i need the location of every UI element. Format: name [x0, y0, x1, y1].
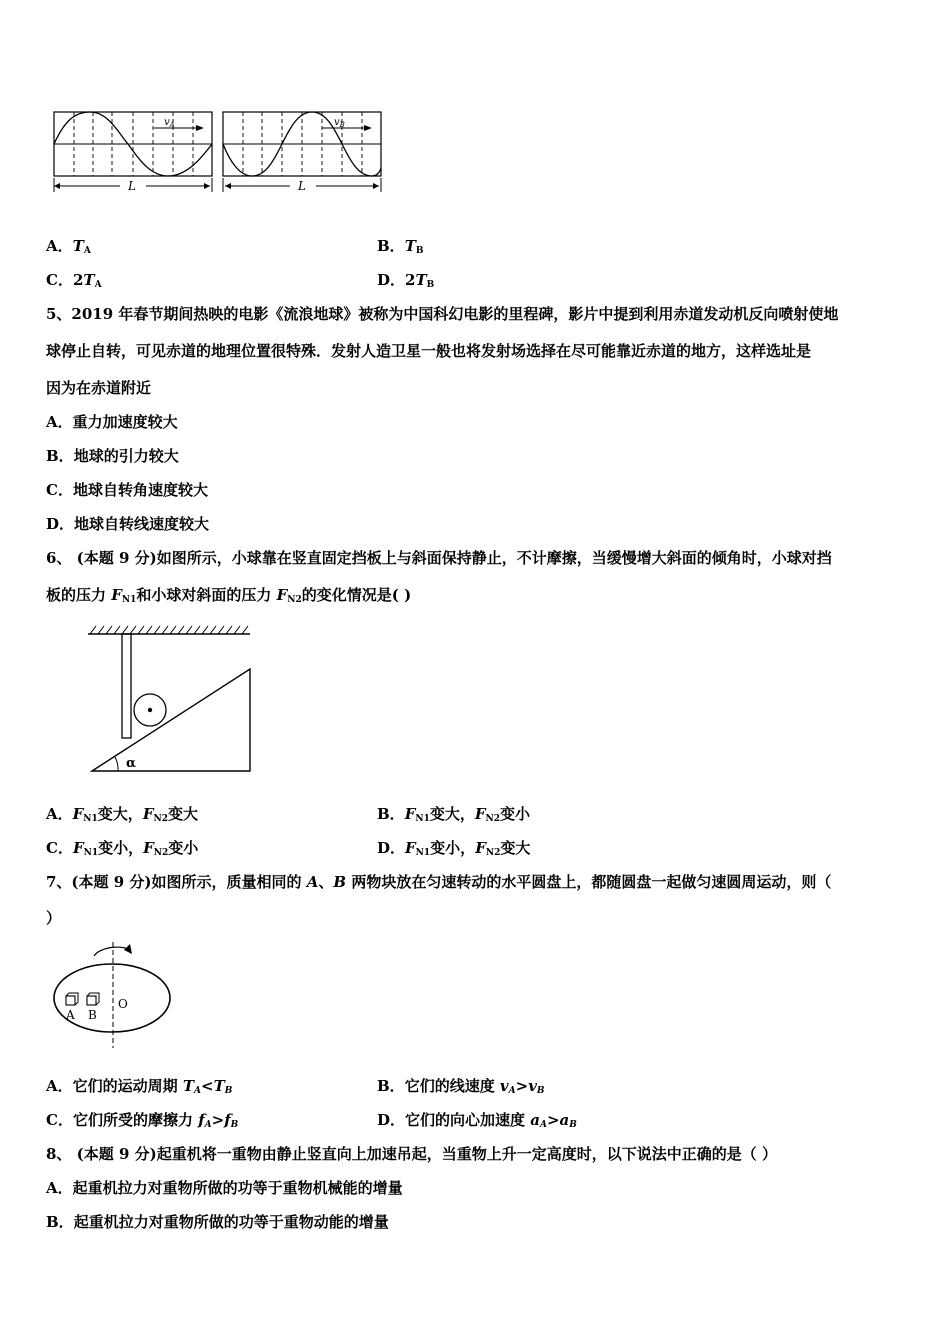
- wave-a-velocity-label: $v_A$: [164, 117, 175, 129]
- wave-figure: [50, 108, 390, 198]
- angle-alpha-label: α: [126, 756, 137, 771]
- wave-b-arrow-icon: [364, 125, 372, 131]
- wave-b-velocity-label: $v_B$: [334, 117, 345, 129]
- rotation-arrow-icon: [124, 944, 132, 954]
- q5-option-c[interactable]: C．地球自转角速度较大: [46, 481, 208, 499]
- q7-option-b[interactable]: B．它们的线速度 $v_A>v_B$: [377, 1077, 545, 1096]
- q6-option-c[interactable]: C．$F_{N1}$变小，$F_{N2}$变小: [46, 839, 199, 858]
- q6-option-a[interactable]: A．$F_{N1}$变大，$F_{N2}$变大: [46, 805, 198, 824]
- q7-stem-line-1: 7、(本题 9 分)如图所示，质量相同的 A、B 两物块放在匀速转动的水平圆盘上，都随圆盘一起做匀速圆周运动，则（: [46, 873, 832, 891]
- q7-stem-line-2: ）: [46, 909, 62, 927]
- q5-stem-line-1: 5、2019 年春节期间热映的电影《流浪地球》被称为中国科幻电影的里程碑，影片中提到利用赤道发动机反向喷射使地: [46, 305, 839, 323]
- block-a: [66, 996, 75, 1005]
- q8-option-b[interactable]: B．起重机拉力对重物所做的功等于重物动能的增量: [46, 1213, 389, 1231]
- q8-option-a[interactable]: A．起重机拉力对重物所做的功等于重物机械能的增量: [46, 1179, 403, 1197]
- q6-option-b[interactable]: B．$F_{N1}$变大，$F_{N2}$变小: [377, 805, 531, 824]
- q7-option-d[interactable]: D．它们的向心加速度 $a_A>a_B$: [377, 1111, 577, 1130]
- wave-b-length-label: L: [298, 179, 306, 193]
- q4-option-d[interactable]: D．$2T_B$: [377, 271, 435, 290]
- q5-option-a[interactable]: A．重力加速度较大: [46, 413, 178, 431]
- q4-option-a[interactable]: A．$T_A$: [46, 237, 91, 256]
- q7-option-c[interactable]: C．它们所受的摩擦力 $f_A>f_B$: [46, 1111, 239, 1130]
- q5-stem-line-3: 因为在赤道附近: [46, 379, 152, 397]
- wave-a-arrow-icon: [196, 125, 204, 131]
- q7-option-a[interactable]: A．它们的运动周期 $T_A<T_B$: [46, 1077, 233, 1096]
- block-b: [87, 996, 96, 1005]
- q5-option-b[interactable]: B．地球的引力较大: [46, 447, 179, 465]
- wave-a-length-label: L: [128, 179, 136, 193]
- q5-stem-line-2: 球停止自转，可见赤道的地理位置很特殊．发射人造卫星一般也将发射场选择在尽可能靠近赤道的地方，这样选址是: [46, 342, 812, 360]
- q6-option-d[interactable]: D．$F_{N1}$变小，$F_{N2}$变大: [377, 839, 531, 858]
- center-o-label: O: [118, 997, 128, 1011]
- q4-option-c[interactable]: C．$2T_A$: [46, 271, 102, 290]
- q5-option-d[interactable]: D．地球自转线速度较大: [46, 515, 210, 533]
- block-a-label: A: [66, 1008, 75, 1022]
- q8-stem: 8、 (本题 9 分)起重机将一重物由静止竖直向上加速吊起，当重物上升一定高度时，以下说法中正确的是（ ）: [46, 1145, 777, 1163]
- turntable-figure: [50, 940, 180, 1050]
- incline-figure: [84, 624, 264, 774]
- q6-stem-line-2: 板的压力 $F_{N1}$和小球对斜面的压力 $F_{N2}$的变化情况是( ): [46, 586, 412, 605]
- q6-stem-line-1: 6、 (本题 9 分)如图所示，小球靠在竖直固定挡板上与斜面保持静止，不计摩擦，当缓慢增大斜面的倾角时，小球对挡: [46, 549, 832, 567]
- block-b-label: B: [88, 1008, 97, 1022]
- baffle-board: [122, 634, 131, 738]
- incline: [92, 669, 250, 771]
- q4-option-b[interactable]: B．$T_B$: [377, 237, 424, 256]
